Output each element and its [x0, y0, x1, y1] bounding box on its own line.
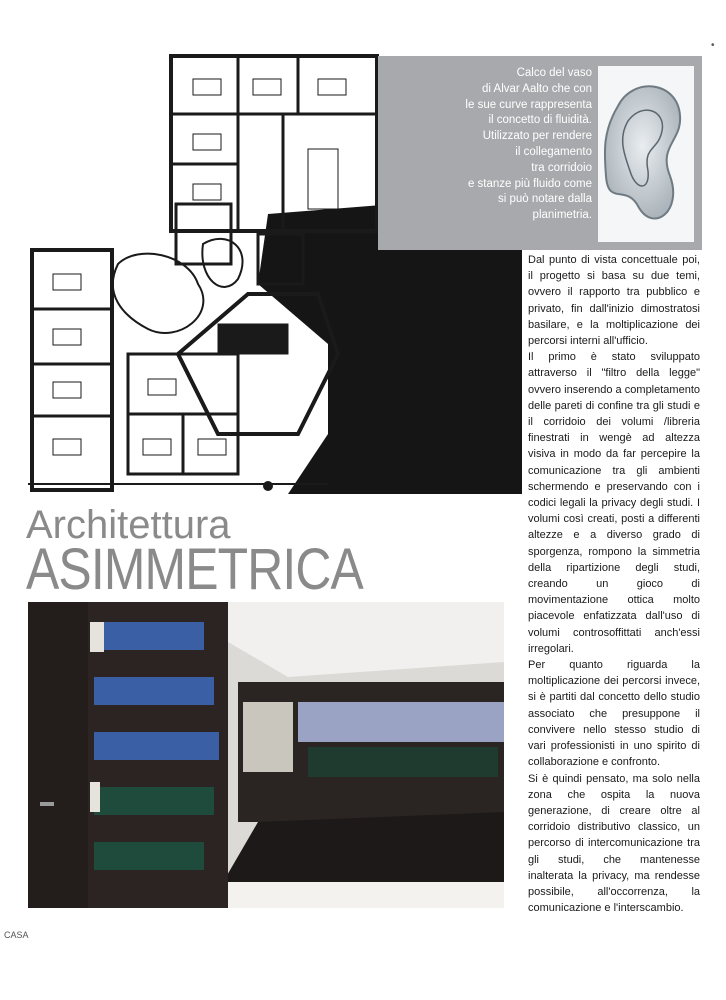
- magazine-footer: CASA: [4, 930, 29, 940]
- article-title-line2: ASIMMETRICA: [26, 537, 363, 602]
- photo-caption: Calco del vaso di Alvar Aalto che con le sue curve rappresenta il concetto di fluidità. Utilizzato per rendere il collegamento tra corridoio e stanze più fluido come si può notare dalla planimetria.: [465, 67, 592, 222]
- article-paragraph: Si è quindi pensato, ma solo nella zona che ospita la nuova generazione, di creare oltre al corridoio distributivo classico, un percorso di intercomunicazione tra gli studi, che mantenesse inalterata la privacy, ma rendesse possibile, all'occorrenza, la comunicazione e l'interscambio.: [528, 772, 700, 915]
- article-title-line1: Architettura: [26, 503, 231, 547]
- page-edge-mark: •: [711, 40, 715, 51]
- article-paragraph: Il primo è stato sviluppato attraverso il "filtro della legge" ovvero inserendo a completamento delle pareti di confine tra gli studi e il corridoio dei volumi /libreria finestrati in wengè ad altezza visiva in modo da far percepire la comunicazione tra gli ambienti schermendo e preservando con i codici legali la privacy degli studi. I volumi così creati, posti a differenti altezze e a diverso grado di sporgenza, rompono la simmetria della ripartizione degli studi, creando un gioco di movimentazione ottica molto piacevole enfatizzata dall'uso di volumi controsoffittati anch'essi irregolari.: [528, 351, 700, 655]
- glass-vase-image: [598, 66, 694, 242]
- article-body: [528, 252, 700, 916]
- article-paragraph: Per quanto riguarda la moltiplicazione dei percorsi invece, si è partiti dal concetto dello studio associato che presuppone il convivere nello stesso studio di vari professionisti in uno spirito di collaborazione e confronto.: [528, 659, 700, 769]
- office-interior-image: [28, 602, 504, 908]
- photo-caption-box: [378, 56, 702, 250]
- article-paragraph: Dal punto di vista concettuale poi, il progetto si basa su due temi, ovvero il rapporto tra pubblico e privato, fin dall'inizio dimostratosi basilare, e la moltiplicazione dei percorsi interni all'ufficio.: [528, 254, 700, 348]
